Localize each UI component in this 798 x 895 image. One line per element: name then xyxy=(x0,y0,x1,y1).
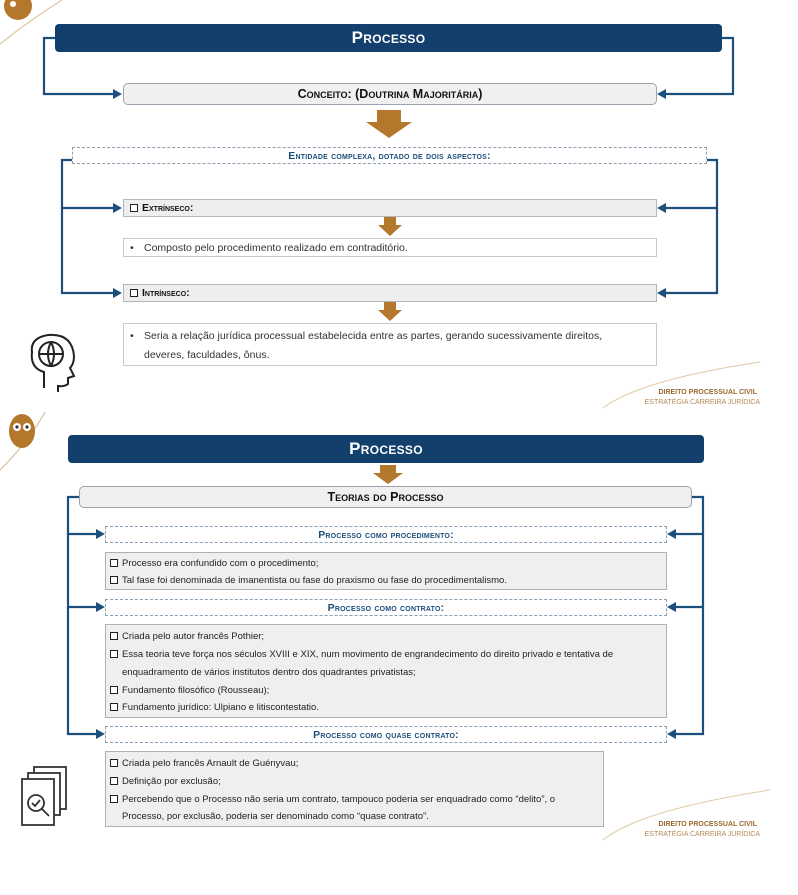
extrinsic-text: Composto pelo procedimento realizado em contraditório. xyxy=(144,242,408,254)
list-item: Criada pelo francês Arnault de Guényvau; xyxy=(110,758,298,769)
extrinsic-content xyxy=(123,238,657,257)
list-item: Essa teoria teve força nos séculos XVIII e XIX, num movimento de engrandecimento do direito privado e tentativa de xyxy=(110,649,613,660)
checkbox-icon xyxy=(130,204,138,212)
list-item-continuation: enquadramento de vários institutos dentro dos quadrantes privatistas; xyxy=(122,667,416,678)
owl-logo-icon xyxy=(9,414,35,448)
theories-box xyxy=(79,486,692,508)
intrinsic-text-2: deveres, faculdades, ônus. xyxy=(144,349,270,361)
theories-label: Teorias do Processo xyxy=(327,490,444,504)
list-item: Tal fase foi denominada de imanentista ou fase do praxismo ou fase do procedimentalismo. xyxy=(110,575,507,586)
contract-content xyxy=(105,624,667,718)
quasi-content xyxy=(105,751,604,827)
checkbox-icon xyxy=(110,686,118,694)
checkbox-icon xyxy=(130,289,138,297)
intrinsic-text-1: Seria a relação jurídica processual estabelecida entre as partes, gerando sucessivamente direitos, xyxy=(144,330,603,342)
procedure-heading-box xyxy=(105,526,667,543)
checkbox-icon xyxy=(110,650,118,658)
procedure-heading: Processo como procedimento: xyxy=(318,529,454,541)
checkbox-icon xyxy=(110,777,118,785)
footer-subtitle: ESTRATÉGIA CARREIRA JURÍDICA xyxy=(644,831,760,838)
slide1-title-banner xyxy=(55,24,722,52)
list-item: Processo era confundido com o procedimento; xyxy=(110,558,318,569)
checkbox-icon xyxy=(110,576,118,584)
contract-heading: Processo como contrato: xyxy=(327,602,445,614)
intrinsic-box xyxy=(123,284,657,302)
contract-heading-box xyxy=(105,599,667,616)
procedure-content xyxy=(105,552,667,590)
slide2-title-banner xyxy=(68,435,704,463)
document-search-icon xyxy=(22,767,66,825)
entity-label: Entidade complexa, dotado de dois aspectos: xyxy=(288,150,491,162)
extrinsic-box xyxy=(123,199,657,217)
checkbox-icon xyxy=(110,632,118,640)
down-arrow-icon xyxy=(378,302,402,321)
down-arrow-icon xyxy=(373,465,403,484)
list-item: Criada pelo autor francês Pothier; xyxy=(110,631,264,642)
intrinsic-content xyxy=(123,323,657,366)
list-item: Definição por exclusão; xyxy=(110,776,221,787)
owl-logo-icon xyxy=(4,0,32,20)
footer-subtitle: ESTRATÉGIA CARREIRA JURÍDICA xyxy=(644,399,760,406)
list-item-continuation: Processo, por exclusão, poderia ser denominado como “quase contrato”. xyxy=(122,811,429,822)
concept-label: Conceito: (Doutrina Majoritária) xyxy=(297,87,483,101)
down-arrow-icon xyxy=(366,110,412,138)
head-globe-icon xyxy=(32,335,74,392)
slide1-title: Processo xyxy=(351,28,426,47)
checkbox-icon xyxy=(110,559,118,567)
entity-box xyxy=(72,147,707,164)
extrinsic-label: Extrínseco: xyxy=(142,202,194,214)
slide2-title: Processo xyxy=(349,439,423,458)
quasi-heading: Processo como quase contrato: xyxy=(313,729,459,741)
quasi-heading-box xyxy=(105,726,667,743)
down-arrow-icon xyxy=(378,217,402,236)
footer-title: DIREITO PROCESSUAL CIVIL xyxy=(658,821,757,828)
bullet: • xyxy=(130,242,134,254)
checkbox-icon xyxy=(110,759,118,767)
list-item: Fundamento filosófico (Rousseau); xyxy=(110,685,269,696)
checkbox-icon xyxy=(110,795,118,803)
list-item: Fundamento jurídico: Ulpiano e litiscontestatio. xyxy=(110,702,319,713)
list-item: Percebendo que o Processo não seria um contrato, tampouco poderia ser enquadrado como “delito”, o xyxy=(110,794,555,805)
intrinsic-label: Intrínseco: xyxy=(142,287,190,299)
checkbox-icon xyxy=(110,703,118,711)
footer-title: DIREITO PROCESSUAL CIVIL xyxy=(658,389,757,396)
concept-box xyxy=(123,83,657,105)
bullet: • xyxy=(130,330,134,342)
